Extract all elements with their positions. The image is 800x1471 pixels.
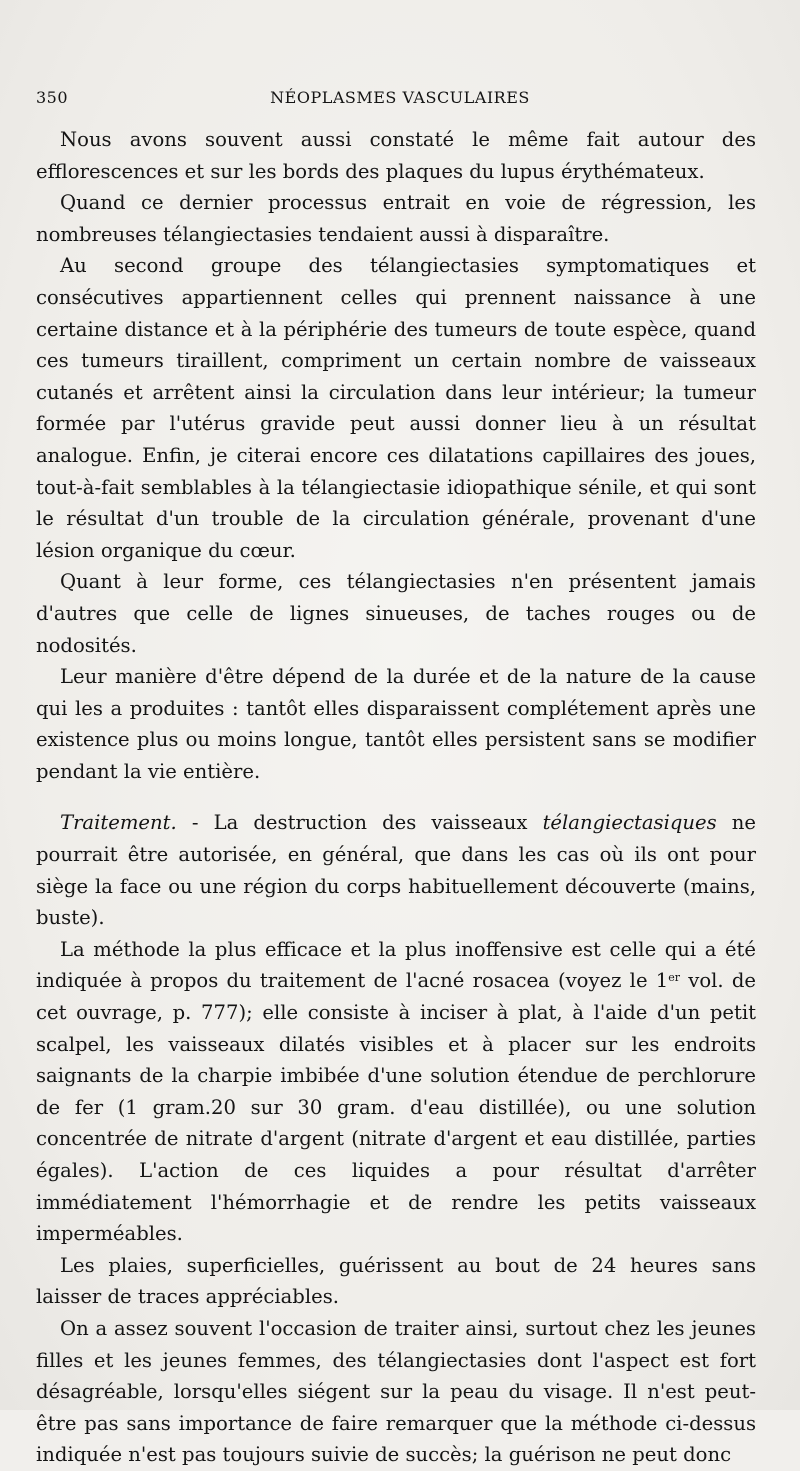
paragraph-plaies: Les plaies, superficielles, guérissent au bout de 24 heures sans laisser de traces appréciables. <box>36 1253 756 1309</box>
ordinal-superscript: er <box>668 971 681 985</box>
methode-part-1: La méthode la plus efficace et la plus inoffensive est celle qui a été indiquée à propos du traitement de l'acné rosacea (voyez le 1 <box>36 937 756 993</box>
paragraph-maniere: Leur manière d'être dépend de la durée et de la nature de la cause qui les a produites : tantôt elles disparaissent complétement après une existence plus ou moins longue, tantôt elles persistent sans se modifier pendant la vie entière. <box>36 665 756 783</box>
running-title: NÉOPLASMES VASCULAIRES <box>270 88 530 107</box>
section-heading-traitement: Traitement. <box>60 811 177 835</box>
paragraph-traitement <box>36 807 756 933</box>
traitement-term: télangiectasiques <box>542 811 717 835</box>
paragraph-methode <box>36 934 756 1250</box>
section-gap <box>36 787 756 807</box>
paragraph-lupus: Nous avons souvent aussi constaté le même fait autour des efflorescences et sur les bords des plaques du lupus érythémateux. <box>36 128 756 183</box>
methode-part-2: vol. de cet ouvrage, p. 777); elle consiste à inciser à plat, à l'aide d'un petit scalpel, les vaisseaux dilatés visibles et à placer sur les endroits saignants de la charpie imbibée d'une solution étendue de perchlorure de fer (1 gram.20 sur 30 gram. d'eau distillée), ou une solution concentrée de nitrate d'argent (nitrate d'argent et eau distillée, parties égales). L'action de ces liquides a pour résultat d'arrêter immédiatement l'hémorrhagie et de rendre les petits vaisseaux imperméables. <box>36 969 756 1246</box>
paragraph-regression: Quand ce dernier processus entrait en voie de régression, les nombreuses télangiectasies tendaient aussi à disparaître. <box>36 191 756 246</box>
body-text <box>36 124 756 1471</box>
paragraph-forme: Quant à leur forme, ces télangiectasies n'en présentent jamais d'autres que celle de lignes sinueuses, de taches rouges ou de nodosités. <box>36 570 756 657</box>
page-header <box>36 88 764 116</box>
paragraph-occasion: On a assez souvent l'occasion de traiter ainsi, surtout chez les jeunes filles et les jeunes femmes, des télangiectasies dont l'aspect est fort désagréable, lorsqu'elles siégent sur la peau du visage. Il n'est peut-être pas sans importance de faire remarquer que la méthode ci-dessus indiquée n'est pas toujours suivie de succès; la guérison ne peut donc <box>36 1316 756 1467</box>
paragraph-second-group: Au second groupe des télangiectasies symptomatiques et consécutives appartiennent celles qui prennent naissance à une certaine distance et à la périphérie des tumeurs de toute espèce, quand ces tumeurs tiraillent, compriment un certain nombre de vaisseaux cutanés et arrêtent ainsi la circulation dans leur intérieur; la tumeur formée par l'utérus gravide peut aussi donner lieu à un résultat analogue. Enfin, je citerai encore ces dilatations capillaires des joues, tout-à-fait semblables à la télangiectasie idiopathique sénile, et qui sont le résultat d'un trouble de la circulation générale, provenant d'une lésion organique du cœur. <box>36 254 756 562</box>
traitement-rest: ne pourrait être autorisée, en général, que dans les cas où ils ont pour siège la face ou une région du corps habituellement découverte (mains, buste). <box>36 811 756 930</box>
traitement-lead: - La destruction des vaisseaux <box>176 811 543 835</box>
page-number: 350 <box>36 88 69 107</box>
